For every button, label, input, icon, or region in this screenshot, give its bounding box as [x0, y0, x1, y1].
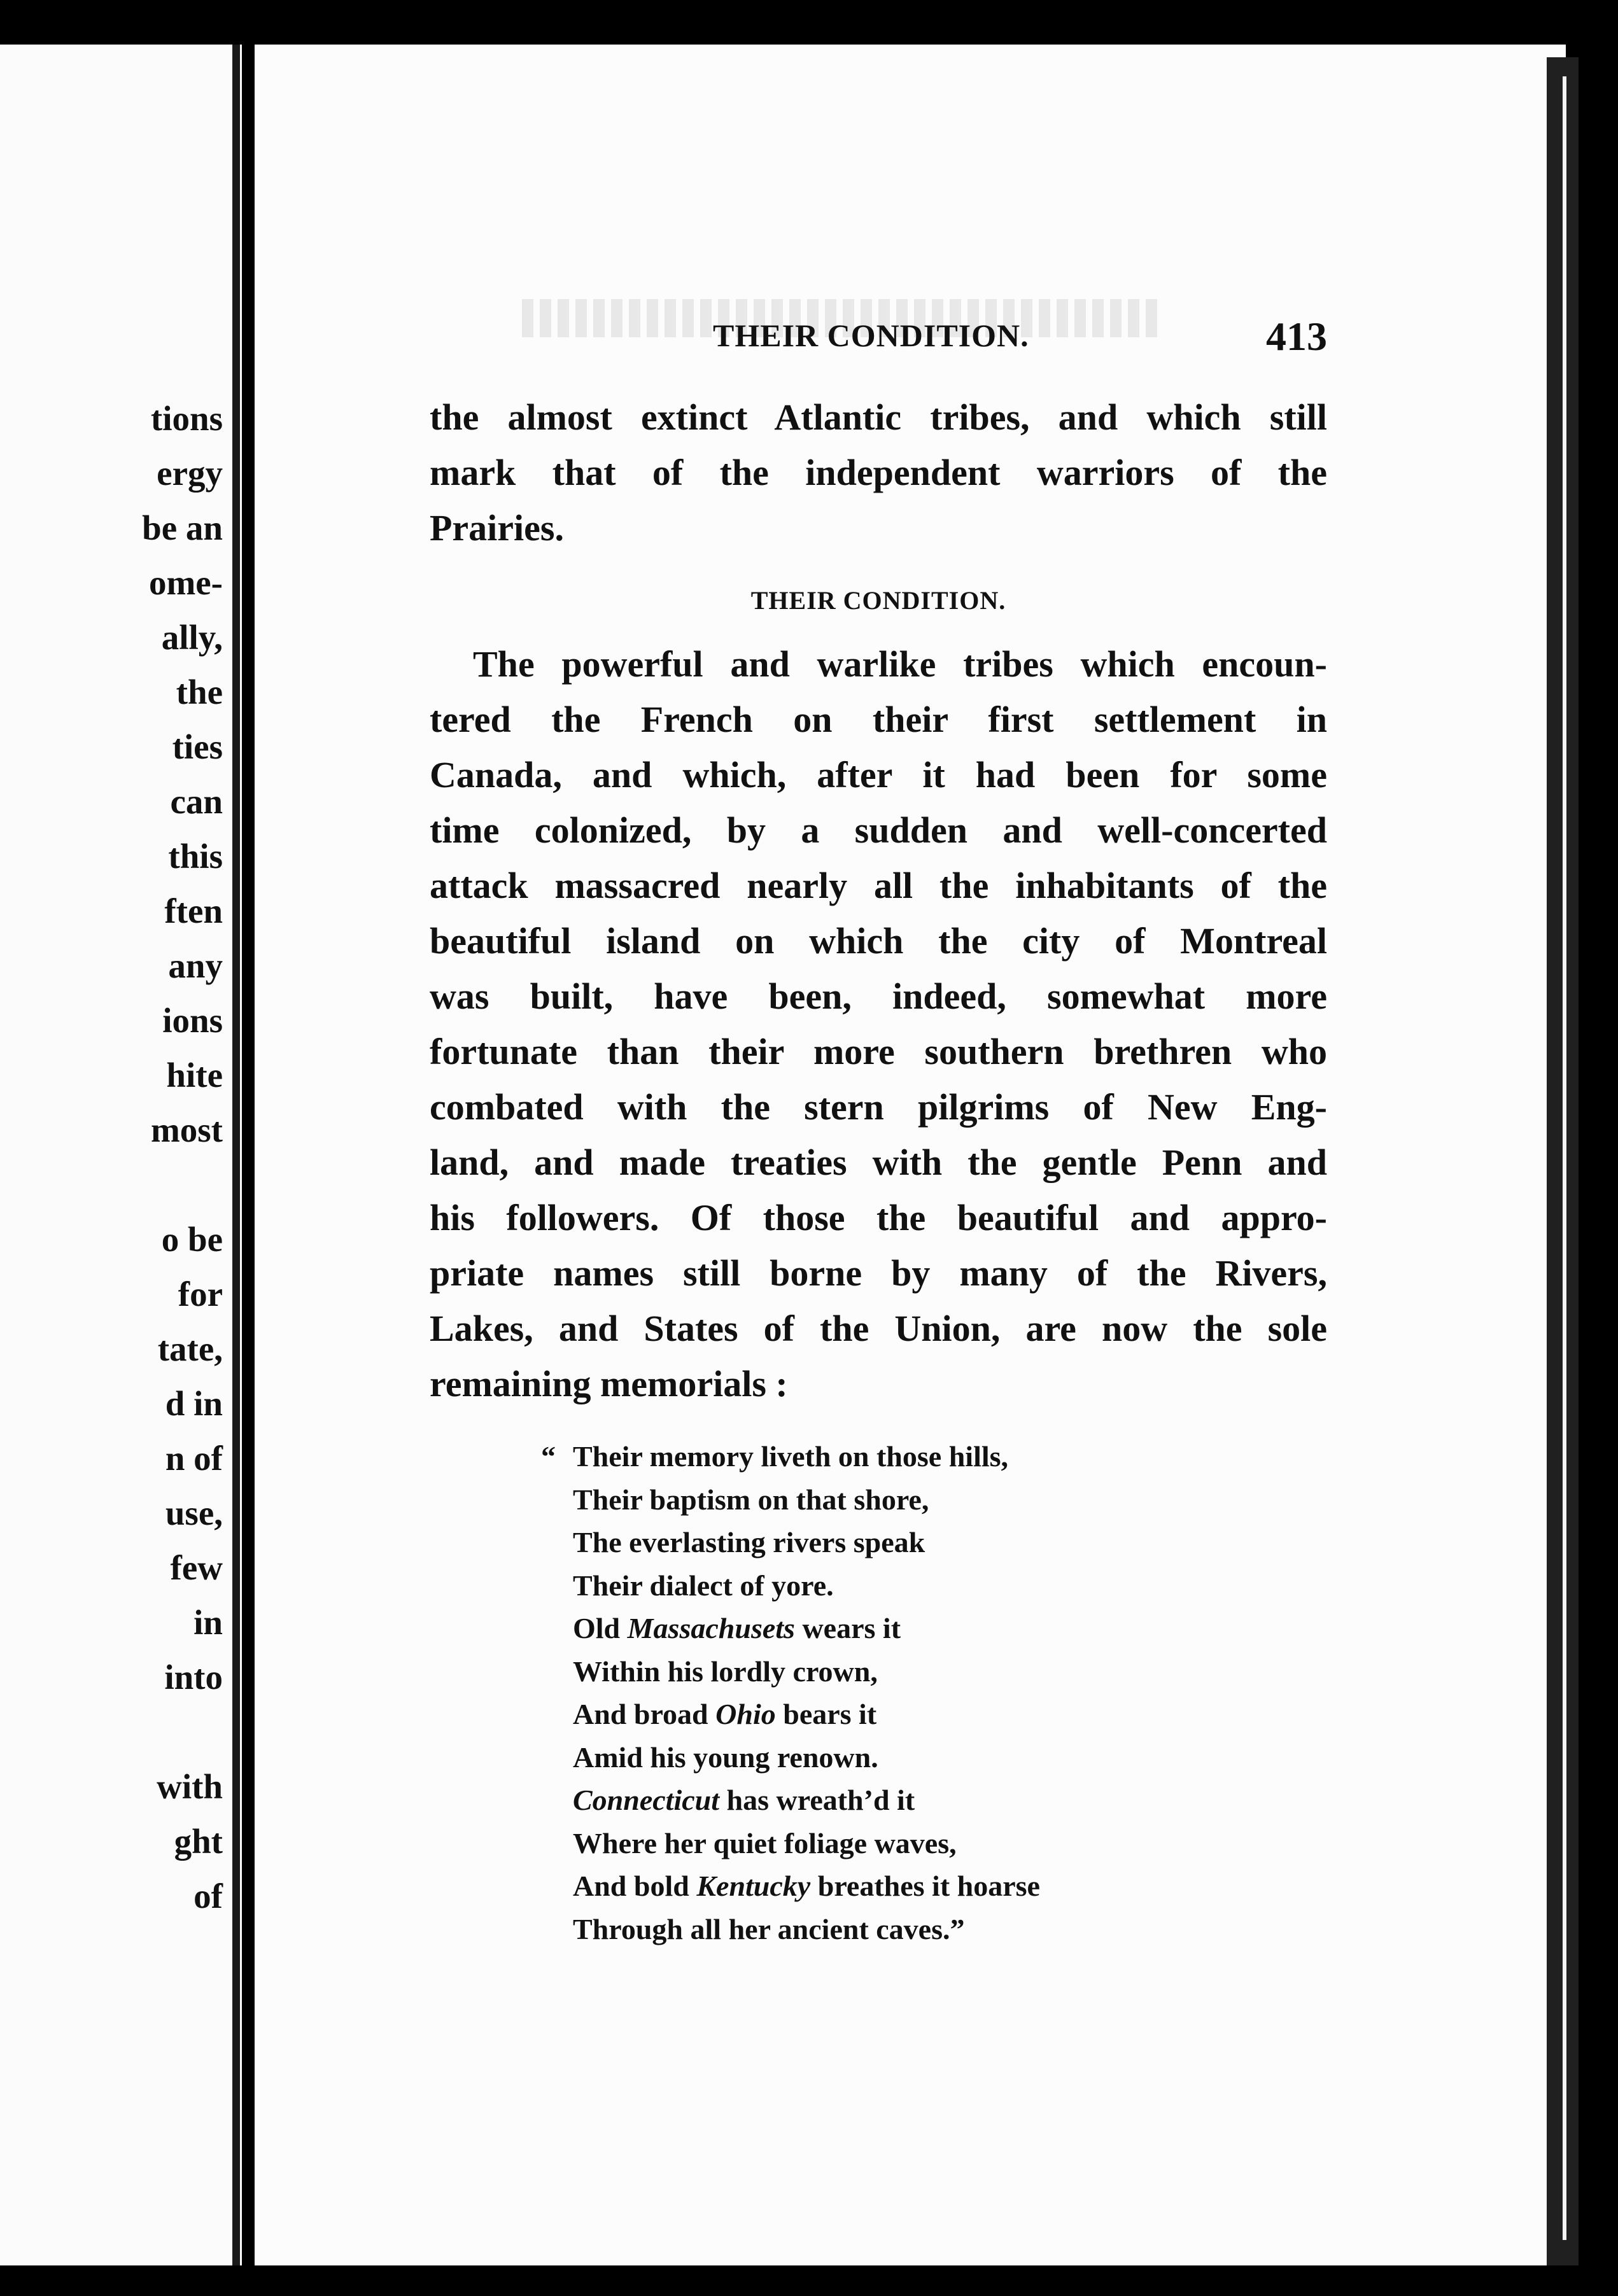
poem-line: Their dialect of yore.: [573, 1569, 834, 1602]
text-line: beautiful island on which the city of Montreal: [430, 920, 1327, 962]
left-line: be an: [142, 508, 223, 547]
poem-line: Amid his young renown.: [573, 1740, 878, 1774]
left-line: of: [193, 1877, 223, 1915]
text-line: Lakes, and States of the Union, are now the sole: [430, 1308, 1327, 1349]
text-line: tered the French on their first settlement in: [430, 699, 1327, 740]
text-line: Prairies.: [430, 507, 564, 549]
section-heading: THEIR CONDITION.: [750, 586, 1006, 615]
page-number: 413: [1266, 314, 1327, 359]
text-line: attack massacred nearly all the inhabitants of the: [430, 865, 1327, 906]
text-line: was built, have been, indeed, somewhat more: [430, 976, 1327, 1017]
paragraph-main: [430, 636, 1327, 1411]
left-line: ties: [172, 727, 223, 766]
poem-line: The everlasting rivers speak: [573, 1526, 925, 1558]
left-line: the: [176, 673, 223, 711]
left-line: any: [168, 946, 223, 985]
left-line: ften: [164, 892, 223, 930]
place-name-italic: Connecticut: [573, 1784, 720, 1816]
text-line: fortunate than their more southern brethren who: [430, 1031, 1327, 1072]
paragraph-continuation: [430, 389, 1327, 556]
left-line: for: [178, 1275, 223, 1313]
poem-line: Where her quiet foliage waves,: [573, 1826, 957, 1859]
book-edge-highlight: [1563, 76, 1566, 2240]
place-name-italic: Massachusets: [627, 1612, 795, 1644]
place-name-italic: Ohio: [715, 1698, 776, 1730]
poem-line: Their baptism on that shore,: [573, 1483, 929, 1516]
left-line: o be: [161, 1220, 223, 1259]
text-line: mark that of the independent warriors of the: [430, 452, 1327, 493]
text-line: remaining memorials :: [430, 1363, 788, 1404]
left-line: this: [168, 837, 223, 876]
left-line: few: [170, 1548, 223, 1587]
left-line: ergy: [157, 454, 223, 493]
left-line: tate,: [157, 1329, 223, 1368]
left-line: ions: [162, 1001, 223, 1040]
left-line: use,: [165, 1494, 223, 1532]
left-line: d in: [165, 1384, 223, 1423]
text-line: Canada, and which, after it had been for some: [430, 754, 1327, 795]
poem-line: And bold Kentucky breathes it hoarse: [573, 1870, 1040, 1902]
page-header: [430, 314, 1327, 361]
poem-line: Through all her ancient caves.”: [573, 1912, 965, 1945]
left-line: can: [170, 782, 223, 821]
left-line: ally,: [161, 618, 223, 657]
poem-line: Connecticut has wreath’d it: [573, 1784, 915, 1816]
text-line: land, and made treaties with the gentle Penn and: [430, 1142, 1327, 1183]
poem-line: Old Massachusets wears it: [573, 1612, 901, 1644]
poem-line: And broad Ohio bears it: [573, 1698, 877, 1730]
left-line: most: [150, 1110, 223, 1149]
place-name-italic: Kentucky: [696, 1870, 811, 1902]
running-head: THEIR CONDITION.: [713, 318, 1029, 353]
poem-open-quote: “: [541, 1440, 556, 1473]
page-gutter: [232, 45, 240, 2265]
left-line: tions: [150, 399, 223, 438]
left-page-fragment: [0, 45, 242, 2265]
left-line: n of: [165, 1439, 223, 1478]
text-line: the almost extinct Atlantic tribes, and which still: [430, 396, 1327, 438]
text-line: his followers. Of those the beautiful and appro-: [430, 1197, 1327, 1238]
text-line: combated with the stern pilgrims of New Eng-: [430, 1086, 1327, 1128]
poem-line: Within his lordly crown,: [573, 1655, 878, 1688]
text-line: time colonized, by a sudden and well-concerted: [430, 809, 1327, 851]
left-line: ght: [174, 1822, 223, 1861]
text-line: The powerful and warlike tribes which encoun-: [473, 643, 1327, 685]
left-line: with: [157, 1767, 223, 1806]
poem-block: [541, 1435, 1040, 1950]
poem-line: Their memory liveth on those hills,: [573, 1440, 1009, 1473]
left-line: into: [164, 1658, 223, 1697]
text-line: priate names still borne by many of the Rivers,: [430, 1252, 1327, 1294]
left-line: ome-: [148, 563, 223, 602]
left-line: hite: [166, 1056, 223, 1095]
left-line: in: [193, 1603, 223, 1642]
